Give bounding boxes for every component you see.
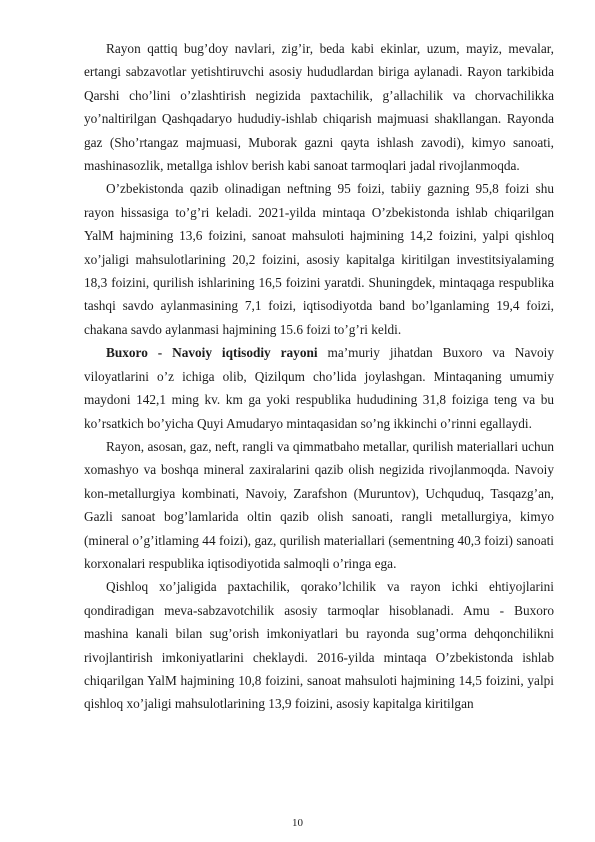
paragraph-3 bbox=[84, 341, 554, 435]
paragraph-1 bbox=[84, 37, 554, 177]
paragraph-4 bbox=[84, 435, 554, 575]
paragraph-5-text: Qishloq xo’jaligida paxtachilik, qorako’lchilik va rayon ichki ehtiyojlarini qondiradigan meva-sabzavotchilik asosiy tarmoqlar hisoblanadi. Amu - Buxoro mashina kanali bilan sug’orish imkoniyatlari bu rayonda sug’orma dehqonchilikni rivojlantirish imkoniyatlarini cheklaydi. 2016-yilda mintaqa O’zbekistonda ishlab chiqarilgan YalM hajmining 10,8 foizini, sanoat mahsuloti hajmining 14,5 foizini, yalpi qishloq xo’jaligi mahsulotlarining 13,9 foizini, asosiy kapitalga kiritilgan bbox=[84, 579, 554, 712]
paragraph-3-text: ma’muriy jihatdan Buxoro va Navoiy viloyatlarini o’z ichiga olib, Qizilqum cho’lida joylashgan. Mintaqaning umumiy maydoni 142,1 ming kv. km ga yoki respublika hududining 31,8 foiziga teng va bu ko’rsatkich bo’yicha Quyi Amudaryo mintaqasidan so’ng ikkinchi o’rinni egallaydi. bbox=[84, 345, 554, 431]
paragraph-2-text: O’zbekistonda qazib olinadigan neftning 95 foizi, tabiiy gazning 95,8 foizi shu rayon hissasiga to’g’ri keladi. 2021-yilda mintaqa O’zbekistonda ishlab chiqarilgan YalM hajmining 13,6 foizini, sanoat mahsuloti hajmining 14,2 foizini, yalpi qishloq xo’jaligi mahsulotlarining 20,2 foizini, asosiy kapitalga kiritilgan investitsiyalaming 18,3 foizini, qurilish ishlarining 16,5 foizini yaratdi. Shuningdek, mintaqaga respublika tashqi savdo aylanmasining 7,1 foizi, iqtisodiyotda band bo’lganlaming 19,4 foizi, chakana savdo aylanmasi hajmining 15.6 foizi to’g’ri keldi. bbox=[84, 181, 554, 337]
paragraph-2 bbox=[84, 177, 554, 341]
page-number: 10 bbox=[292, 817, 303, 829]
paragraph-3-bold: Buxoro - Navoiy iqtisodiy rayoni bbox=[106, 345, 318, 361]
paragraph-5 bbox=[84, 575, 554, 715]
paragraph-4-text: Rayon, asosan, gaz, neft, rangli va qimmatbaho metallar, qurilish materiallari uchun xomashyo va boshqa mineral zaxiralarini qazib olish negizida rivojlanmoqda. Navoiy kon-metallurgiya kombinati, Navoiy, Zarafshon (Muruntov), Uchquduq, Tasqazg’an, Gazli sanoat bog’lamlarida oltin qazib olish sanoati, rangli metallurgiya, kimyo (mineral o’g’itlaming 44 foizi), gaz, qurilish materiallari (sementning 40,3 foizi) sanoati korxonalari respublika iqtisodiyotida salmoqli o’ringa ega. bbox=[84, 438, 554, 571]
body-text bbox=[84, 37, 554, 716]
paragraph-1-text: Rayon qattiq bug’doy navlari, zig’ir, beda kabi ekinlar, uzum, mayiz, mevalar, ertangi sabzavotlar yetishtiruvchi asosiy hududlardan biriga aylanadi. Rayon tarkibida Qarshi cho’lini o’zlashtirish negizida paxtachilik, g’allachilik va chorvachilikka yo’naltirilgan Qashqadaryo hududiy-ishlab chiqarish majmuasi shakllangan. Rayonda gaz (Sho’rtangaz majmuasi, Muborak gazni qayta ishlash zavodi), kimyo sanoati, mashinasozlik, metallga ishlov berish kabi sanoat tarmoqlari jadal rivojlanmoqda. bbox=[84, 41, 554, 174]
